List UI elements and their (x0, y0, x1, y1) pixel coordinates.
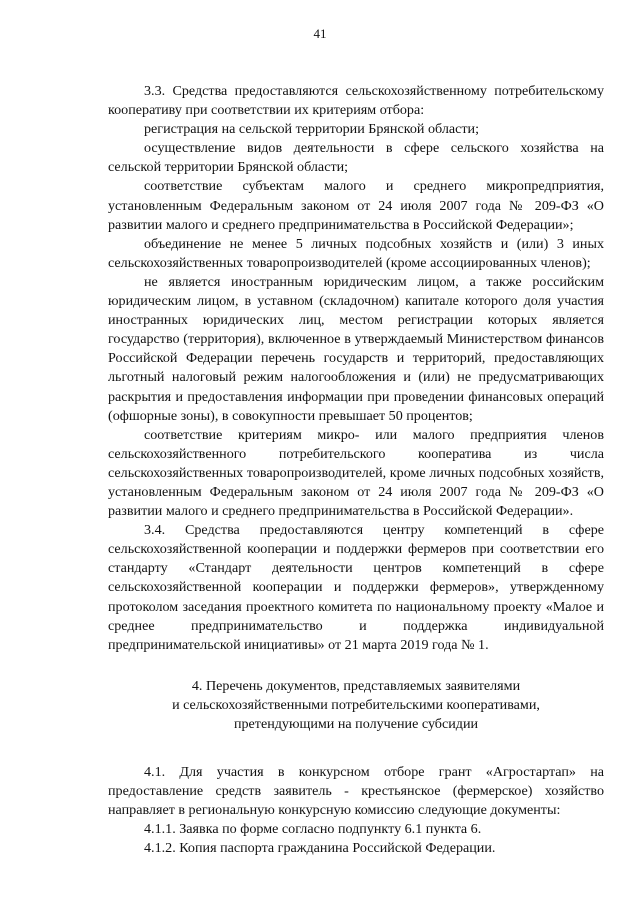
page-number: 41 (313, 26, 327, 41)
paragraph-4-1-2: 4.1.2. Копия паспорта гражданина Российской Федерации. (144, 840, 496, 857)
heading-line-2: и сельскохозяйственными потребительскими кооперативами, (172, 696, 540, 713)
paragraph-3-3: 3.3. Средства предоставляются сельскохозяйственному потребительскому кооперативу при соответствии их критериям отбора: (108, 83, 604, 119)
criterion-small-business: соответствие субъектам малого и среднего микропредприятия, установленным Федеральным законом от 24 июля 2007 года № 209-ФЗ «О развитии малого и среднего предпринимательства в Российской Федерации»; (108, 178, 604, 233)
heading-line-1: 4. Перечень документов, представляемых заявителями (191, 677, 521, 694)
criterion-activity: осуществление видов деятельности в сфере сельского хозяйства на сельской территории Брянской области; (108, 140, 604, 176)
paragraph-4-1-1: 4.1.1. Заявка по форме согласно подпункту 6.1 пункта 6. (144, 821, 482, 838)
paragraph-4-1: 4.1. Для участия в конкурсном отборе грант «Агростартап» на предоставление средств заявитель - крестьянское (фермерское) хозяйство направляет в региональную конкурсную комиссию следующие документы: (108, 764, 604, 819)
criterion-registration: регистрация на сельской территории Брянской области; (144, 121, 479, 138)
criterion-not-foreign: не является иностранным юридическим лицом, а также российским юридическим лицом, в уставном (складочном) капитале которого доля участия иностранных юридических лиц, местом регистрации которых является государство (территория), включенное в утверждаемый Министерством финансов Российской Федерации перечень государств и территорий, предоставляющих льготный налоговый режим налогообложения и (или) не предусматривающих раскрытия и предоставления информации при проведении финансовых операций (офшорные зоны), в совокупности превышает 50 процентов; (108, 273, 604, 424)
section-3-criteria (108, 82, 604, 655)
paragraph-3-4: 3.4. Средства предоставляются центру компетенций в сфере сельскохозяйственной кооперации и поддержки фермеров при соответствии его стандарту «Стандарт деятельности центров компетенций в сфере сельскохозяйственной кооперации и поддержки фермеров», утвержденному протоколом заседания проектного комитета по национальному проекту «Малое и среднее предпринимательство и поддержка индивидуальной предпринимательской инициативы» от 21 марта 2019 года № 1. (108, 522, 604, 653)
criterion-association: объединение не менее 5 личных подсобных хозяйств и (или) 3 иных сельскохозяйственных товаропроизводителей (кроме ассоциированных членов); (108, 235, 604, 271)
heading-line-3: претендующими на получение субсидии (233, 716, 479, 732)
section-4-documents (108, 763, 604, 858)
criterion-members: соответствие критериям микро- или малого предприятия членов сельскохозяйственного потребительского кооператива из числа сельскохозяйственных товаропроизводителей, кроме личных подсобных хозяйств, установленным Федеральным законом от 24 июля 2007 года № 209-ФЗ «О развитии малого и среднего предпринимательства в Российской Федерации». (108, 426, 604, 520)
section-4-heading (108, 677, 604, 734)
